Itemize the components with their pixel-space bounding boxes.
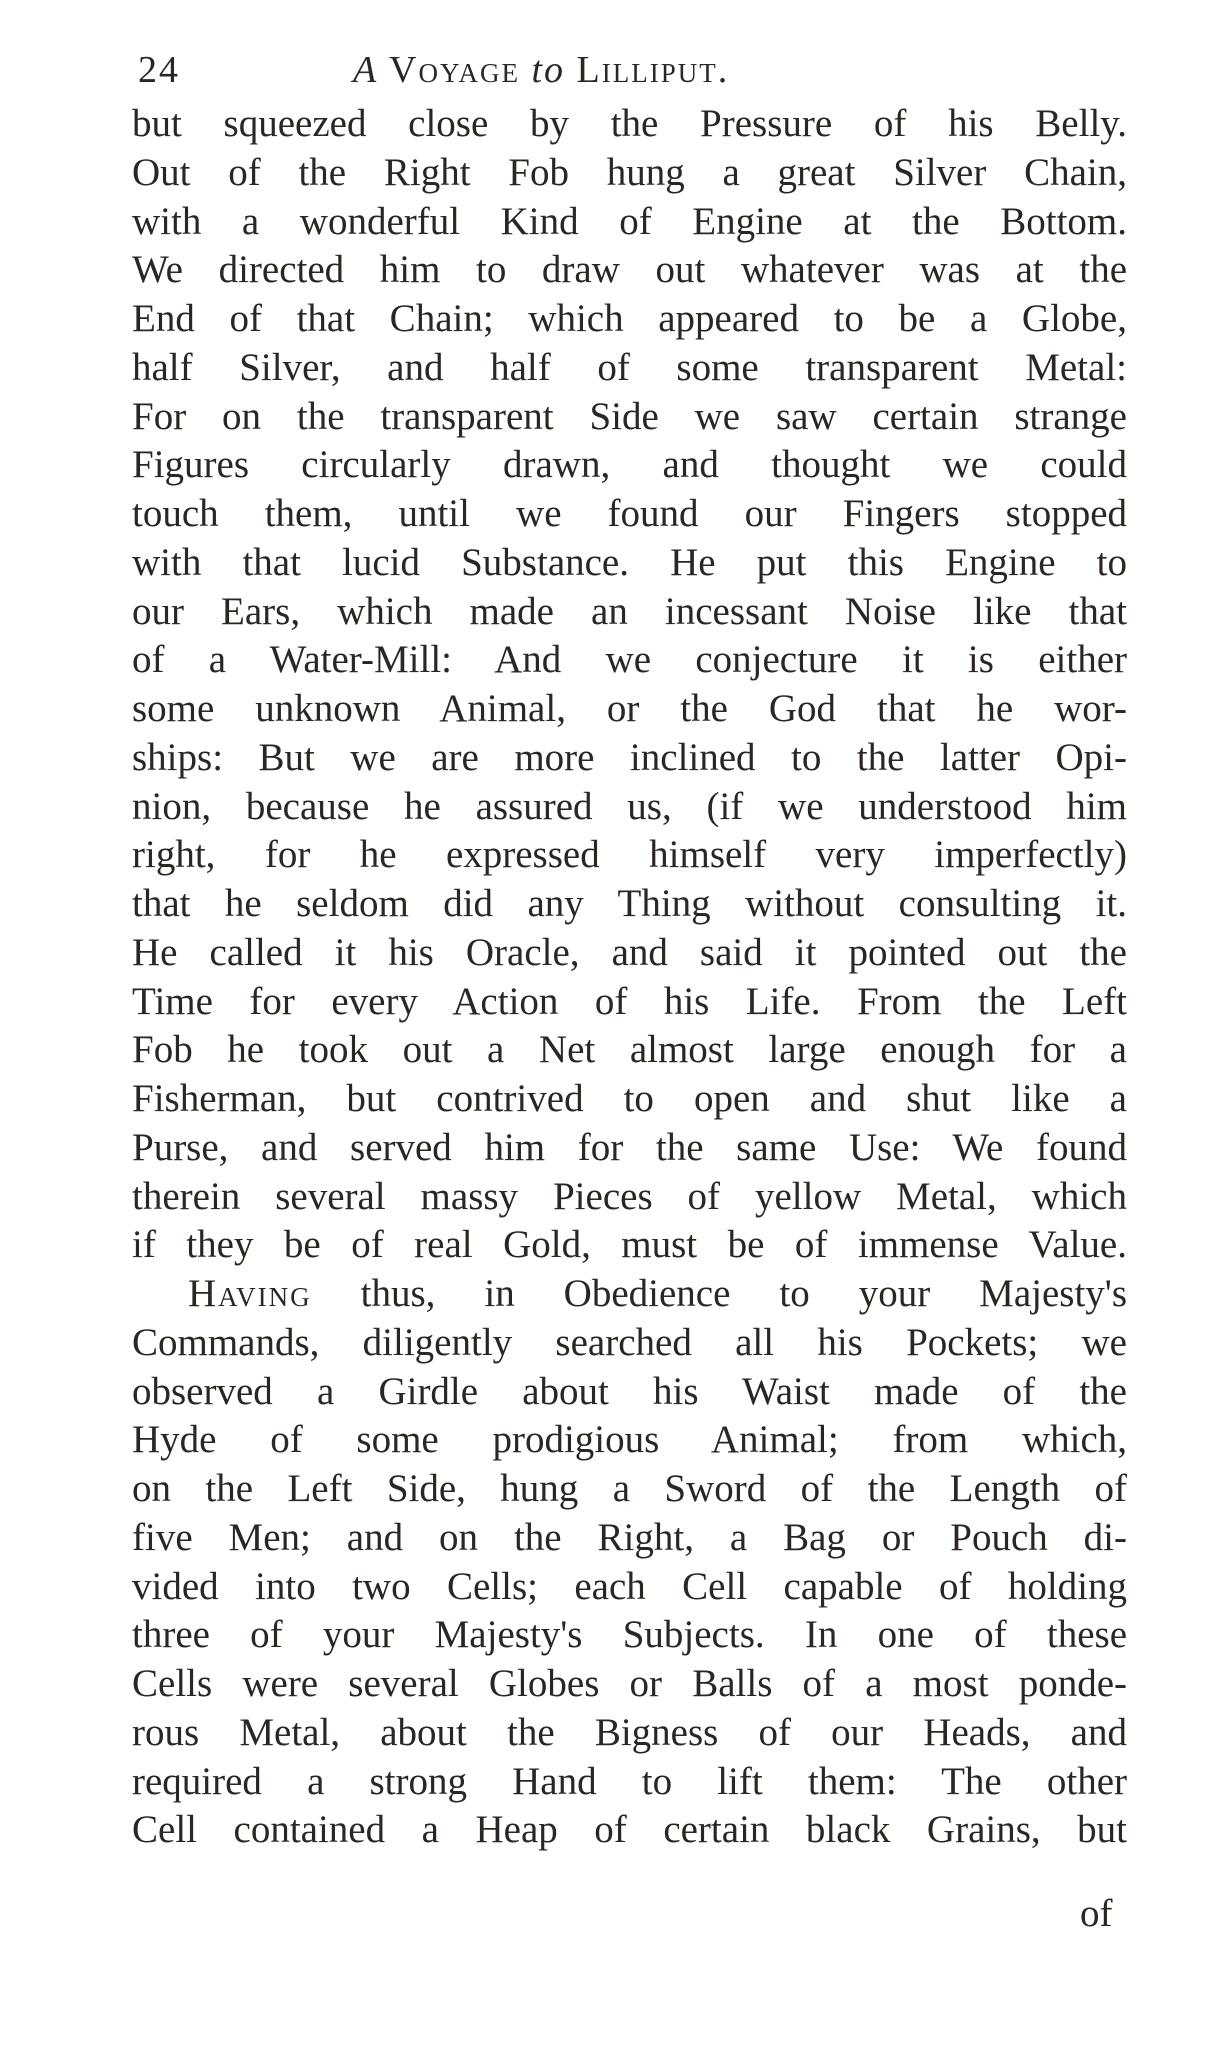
text-line: with that lucid Substance. He put this Engine to [132,540,1127,584]
text-line: right, for he expressed himself very imperfectly) [132,833,1127,877]
text-line: vided into two Cells; each Cell capable of holding [132,1564,1127,1608]
text-line: He called it his Oracle, and said it pointed out the [132,930,1127,974]
text-line: nion, because he assured us, (if we understood him [132,784,1127,828]
text-line: our Ears, which made an incessant Noise like that [132,589,1127,633]
title-connector: to [531,49,566,91]
title-word-voyage: Voyage [389,49,520,91]
text-line: We directed him to draw out whatever was at the [132,248,1127,292]
text-line: For on the transparent Side we saw certain strange [132,394,1127,438]
text-line: Figures circularly drawn, and thought we could [132,443,1127,487]
running-header [138,42,1138,98]
page-number: 24 [138,49,180,91]
text-line: three of your Majesty's Subjects. In one of these [132,1613,1127,1657]
text-line: Hyde of some prodigious Animal; from which, [132,1418,1127,1462]
text-line: Commands, diligently searched all his Pockets; we [132,1320,1127,1364]
text-line: five Men; and on the Right, a Bag or Pouch di- [132,1515,1127,1559]
text-line: Fob he took out a Net almost large enough for a [132,1028,1127,1072]
paragraph-1 [132,100,1127,1270]
text-line: required a strong Hand to lift them: The other [132,1759,1127,1803]
text-line: but squeezed close by the Pressure of his Belly. [132,102,1127,145]
text-line: End of that Chain; which appeared to be a Globe, [132,297,1127,340]
paragraph-opening-line [132,1270,1127,1319]
paragraph-2 [132,1270,1127,1855]
text-line: if they be of real Gold, must be of immense Value. [132,1223,1127,1267]
text-line: Fisherman, but contrived to open and shut like a [132,1077,1127,1120]
paragraph-lead-word: Having [188,1272,312,1315]
text-line: some unknown Animal, or the God that he wor- [132,687,1127,730]
first-line-text: thus, in Obedience to your Majesty's [360,1272,1127,1315]
text-line: that he seldom did any Thing without consulting it. [132,882,1127,925]
text-line: observed a Girdle about his Waist made of the [132,1369,1127,1413]
text-line: therein several massy Pieces of yellow Metal, which [132,1174,1127,1218]
text-line: Time for every Action of his Life. From the Left [132,979,1127,1023]
body-text [132,100,1127,1855]
text-line: Cells were several Globes or Balls of a most ponde- [132,1662,1127,1705]
text-line: Cell contained a Heap of certain black Grains, but [132,1808,1127,1852]
title-word-lilliput: Lilliput. [576,49,730,91]
text-line: touch them, until we found our Fingers stopped [132,492,1127,535]
text-line: with a wonderful Kind of Engine at the Bottom. [132,199,1127,243]
text-line: Out of the Right Fob hung a great Silver Chain, [132,150,1127,194]
text-line: on the Left Side, hung a Sword of the Length of [132,1467,1127,1510]
text-line: of a Water-Mill: And we conjecture it is either [132,638,1127,682]
text-line: half Silver, and half of some transparent Metal: [132,345,1127,389]
running-title [353,42,729,98]
catchword: of [1080,1892,1113,1935]
text-line: Purse, and served him for the same Use: We found [132,1125,1127,1169]
text-line: rous Metal, about the Bigness of our Heads, and [132,1710,1127,1754]
text-line: ships: But we are more inclined to the latter Opi- [132,735,1127,779]
title-article: A [353,49,379,91]
